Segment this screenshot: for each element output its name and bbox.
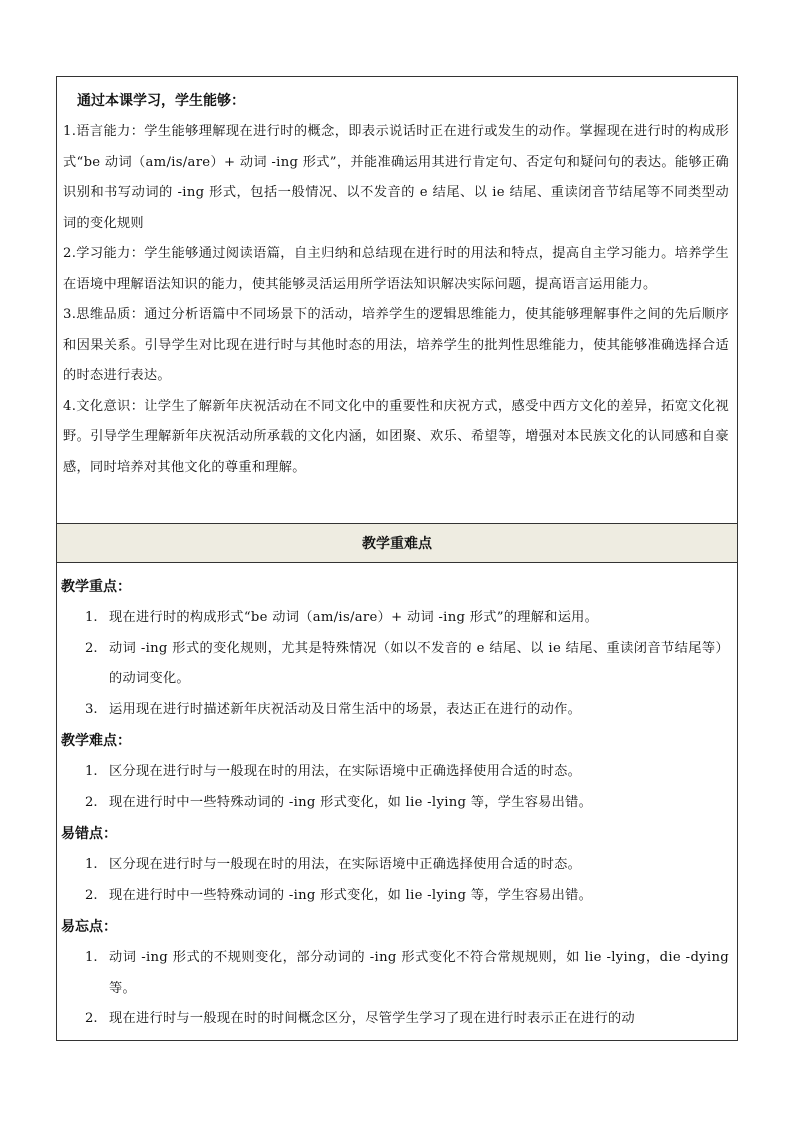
list-item	[61, 603, 729, 634]
error-prone-list	[61, 850, 729, 911]
list-text: 动词 -ing 形式的变化规则，尤其是特殊情况（如以不发音的 e 结尾、以 ie 结尾、重读闭音节结尾等）的动词变化。	[109, 640, 729, 686]
list-item	[61, 850, 729, 881]
list-text: 现在进行时中一些特殊动词的 -ing 形式变化，如 lie -lying 等，学生容易出错。	[109, 794, 593, 810]
list-number: 1.	[85, 857, 98, 872]
list-number: 1.	[85, 764, 98, 779]
list-number: 2.	[85, 640, 98, 656]
list-text: 现在进行时中一些特殊动词的 -ing 形式变化，如 lie -lying 等，学生容易出错。	[109, 887, 593, 903]
section-header	[57, 523, 737, 563]
list-number: 1.	[85, 610, 98, 625]
list-text: 现在进行时的构成形式“be 动词（am/is/are）+ 动词 -ing 形式”的理解和运用。	[109, 610, 599, 625]
list-item	[61, 634, 729, 695]
list-number: 2.	[85, 794, 98, 810]
list-item	[61, 788, 729, 819]
objective-language: 1.语言能力：学生能够理解现在进行时的概念，即表示说话时正在进行或发生的动作。掌握现在进行时的构成形式“be 动词（am/is/are）+ 动词 -ing 形式”，并能准确运用其进行肯定句、否定句和疑问句的表达。能够正确识别和书写动词的 -ing 形式，包括一般情况、以不发音的 e 结尾、以 ie 结尾、重读闭音节结尾等不同类型动词的变化规则	[63, 124, 729, 231]
lesson-plan-table	[56, 76, 738, 1041]
objectives-cell	[57, 77, 737, 523]
list-item	[61, 757, 729, 788]
list-item	[61, 695, 729, 726]
easy-forget-title: 易忘点：	[61, 919, 117, 935]
section-header-label: 教学重难点	[362, 536, 432, 552]
objectives-intro: 通过本课学习，学生能够：	[77, 93, 245, 109]
lesson-plan-page	[56, 76, 738, 1041]
list-item	[61, 943, 729, 1004]
objective-thinking: 3.思维品质：通过分析语篇中不同场景下的活动，培养学生的逻辑思维能力，使其能够理解事件之间的先后顺序和因果关系。引导学生对比现在进行时与其他时态的用法，培养学生的批判性思维能力，使其能够准确选择合适的时态进行表达。	[63, 307, 729, 383]
focus-list	[61, 603, 729, 725]
focus-title: 教学重点：	[61, 579, 131, 595]
list-text: 运用现在进行时描述新年庆祝活动及日常生活中的场景，表达正在进行的动作。	[109, 701, 582, 717]
list-number: 2.	[85, 887, 98, 903]
objective-culture: 4.文化意识：让学生了解新年庆祝活动在不同文化中的重要性和庆祝方式，感受中西方文化的差异，拓宽文化视野。引导学生理解新年庆祝活动所承载的文化内涵，如团聚、欢乐、希望等，增强对本民族文化的认同感和自豪感，同时培养对其他文化的尊重和理解。	[63, 398, 729, 475]
error-prone-title: 易错点：	[61, 826, 117, 842]
list-text: 现在进行时与一般现在时的时间概念区分，尽管学生学习了现在进行时表示正在进行的动	[109, 1011, 636, 1026]
list-item	[61, 881, 729, 912]
easy-forget-list	[61, 943, 729, 1035]
list-number: 3.	[85, 701, 98, 717]
list-text: 动词 -ing 形式的不规则变化，部分动词的 -ing 形式变化不符合常规规则，如 lie -lying，die -dying 等。	[109, 950, 729, 996]
difficulty-list	[61, 757, 729, 818]
keypoints-cell	[57, 563, 737, 1040]
list-item	[61, 1004, 729, 1035]
difficulty-title: 教学难点：	[61, 733, 131, 749]
list-number: 2.	[85, 1011, 98, 1026]
list-text: 区分现在进行时与一般现在时的用法，在实际语境中正确选择使用合适的时态。	[109, 857, 582, 872]
list-number: 1.	[85, 950, 98, 965]
objective-learning: 2.学习能力：学生能够通过阅读语篇，自主归纳和总结现在进行时的用法和特点，提高自主学习能力。培养学生在语境中理解语法知识的能力，使其能够灵活运用所学语法知识解决实际问题，提高语言运用能力。	[63, 246, 729, 292]
list-text: 区分现在进行时与一般现在时的用法，在实际语境中正确选择使用合适的时态。	[109, 764, 582, 779]
